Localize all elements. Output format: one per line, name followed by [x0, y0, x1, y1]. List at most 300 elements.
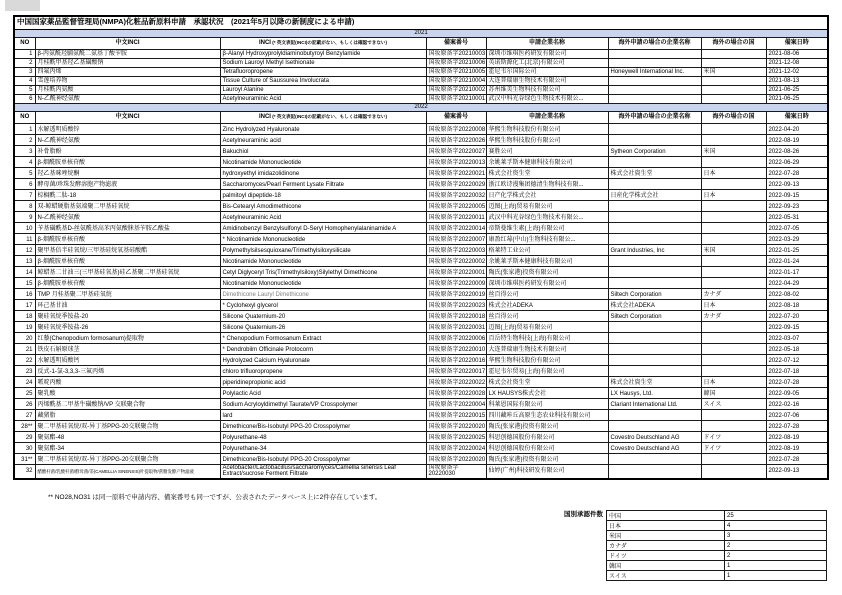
cell-applicant: 陶氏(张家港)投资有限公司 — [486, 453, 608, 464]
cell-overseas-company: 株式会社資生堂 — [608, 376, 701, 387]
cell-applicant: 陶氏(张家港)投资有限公司 — [486, 266, 608, 277]
spreadsheet — [13, 15, 827, 581]
cell-reg-number: 国妆原备字20220021 — [426, 167, 486, 178]
table-row — [14, 409, 828, 420]
table-row — [14, 189, 828, 200]
cell-inci: Acetylneuraminic Acid — [220, 211, 426, 222]
table-row — [14, 442, 828, 453]
cell-country: ドイツ — [701, 431, 766, 442]
cell-country — [701, 85, 766, 94]
table-row — [14, 299, 828, 310]
cell-overseas-company — [608, 211, 701, 222]
cell-cn-inci: β-烟酰胺单核苷酸 — [35, 233, 220, 244]
cell-cn-inci: 四氟丙烯 — [35, 67, 220, 76]
table-row — [14, 420, 828, 431]
cell-applicant: 科思创德国股份有限公司 — [486, 442, 608, 453]
cell-country — [701, 409, 766, 420]
cell-date: 2022-01-24 — [766, 255, 828, 266]
cell-overseas-company — [608, 277, 701, 288]
table-row — [14, 332, 828, 343]
summary-count: 4 — [725, 521, 827, 531]
cell-date: 2022-05-18 — [766, 343, 828, 354]
cell-reg-number: 国妆原备字20220011 — [426, 211, 486, 222]
cell-country — [701, 343, 766, 354]
table-row — [14, 321, 828, 332]
column-header-date: 備案日時 — [766, 37, 828, 49]
table-row — [14, 277, 828, 288]
cell-overseas-company — [608, 94, 701, 103]
cell-inci: piperidinepropionic acid — [220, 376, 426, 387]
cell-applicant: 株式会社资生堂 — [486, 167, 608, 178]
cell-inci: Dimethicone Lauryl Dimethicone — [220, 288, 426, 299]
table-row — [14, 200, 828, 211]
column-header-inci: INCI (* 英文表記(INCI)の記載がない、もしくは確認できない) — [220, 111, 426, 123]
cell-overseas-company — [608, 365, 701, 376]
cell-applicant: 赛胜公司 — [486, 145, 608, 156]
cell-cn-inci: 月桂酰甲基羟乙基磺酸钠 — [35, 58, 220, 67]
cell-country — [701, 420, 766, 431]
cell-overseas-company: Honeywell International Inc. — [608, 67, 701, 76]
cell-reg-number: 国妆原备字20220018 — [426, 310, 486, 321]
cell-date: 2022-09-15 — [766, 189, 828, 200]
cell-no: 9 — [14, 211, 35, 222]
cell-inci: Nicotinamide Mononucleotide — [220, 156, 426, 167]
cell-inci: β-Alanyl Hydroxyprolyldiaminobutyroyl Benzylamide — [220, 49, 426, 58]
cell-no: 31** — [14, 453, 35, 464]
cell-inci: Polylactic Acid — [220, 387, 426, 398]
cell-inci: Sodium Acryloyldimethyl Taurate/VP Crosspolymer — [220, 398, 426, 409]
cell-reg-number: 国妆原备字20220020 — [426, 453, 486, 464]
cell-reg-number: 国妆原备字20220006 — [426, 332, 486, 343]
cell-no: 23 — [14, 365, 35, 376]
cell-no: 29 — [14, 431, 35, 442]
cell-cn-inci: TMP 月桂基聚二甲基硅氧烷 — [35, 288, 220, 299]
cell-applicant: 华熙生物科技股份有限公司 — [486, 134, 608, 145]
cell-applicant: 丝百得公司 — [486, 310, 608, 321]
cell-no: 24 — [14, 376, 35, 387]
background-artifact — [5, 0, 40, 11]
cell-inci: Tetrafluoropropene — [220, 67, 426, 76]
summary-count: 1 — [725, 561, 827, 571]
cell-no: 32 — [14, 464, 35, 479]
cell-country: 日本 — [701, 299, 766, 310]
cell-no: 14 — [14, 266, 35, 277]
cell-date: 2021-06-25 — [766, 94, 828, 103]
cell-overseas-company — [608, 266, 701, 277]
cell-date: 2021-06-25 — [766, 85, 828, 94]
cell-cn-inci: 聚二甲基硅氧烷/双-异丁基PPG-20交联聚合物 — [35, 453, 220, 464]
cell-no: 27 — [14, 409, 35, 420]
cell-reg-number: 国妆原备字20220028 — [426, 387, 486, 398]
cell-inci: * Chenopodium Formosanum Extract — [220, 332, 426, 343]
cell-date: 2021-08-13 — [766, 76, 828, 85]
cell-applicant: 霍尼韦尔国际公司 — [486, 67, 608, 76]
column-header-reg-number: 備案番号 — [426, 37, 486, 49]
cell-country — [701, 277, 766, 288]
cell-date: 2022-07-12 — [766, 354, 828, 365]
cell-country — [701, 266, 766, 277]
cell-no: 1 — [14, 123, 35, 134]
cell-overseas-company: Clariant International Ltd. — [608, 398, 701, 409]
cell-cn-inci: N-乙酰神经氨酸 — [35, 211, 220, 222]
cell-reg-number: 国妆原备字20220014 — [426, 222, 486, 233]
cell-overseas-company: Sytheon Corporation — [608, 145, 701, 156]
table-row — [14, 67, 828, 76]
cell-applicant: 丝百得公司 — [486, 288, 608, 299]
cell-date: 2022-06-29 — [766, 156, 828, 167]
cell-country — [701, 321, 766, 332]
column-header-country: 海外の場合の国 — [701, 37, 766, 49]
header-row — [14, 111, 828, 123]
cell-country: 米国 — [701, 145, 766, 156]
cell-overseas-company — [608, 321, 701, 332]
cell-inci: Amidinobenzyl Benzylsulfonyl D-Seryl Homophenylalaninamide A — [220, 222, 426, 233]
cell-no: 10 — [14, 222, 35, 233]
cell-overseas-company — [608, 85, 701, 94]
cell-cn-inci: 棕榈酰二肽-18 — [35, 189, 220, 200]
table-row — [14, 85, 828, 94]
table-row — [14, 94, 828, 103]
table-row — [14, 244, 828, 255]
summary-country: カナダ — [607, 541, 725, 551]
table-row — [14, 387, 828, 398]
cell-applicant: 四川藏咔丘高原生态农业科技有限公司 — [486, 409, 608, 420]
cell-reg-number: 国妆原备字20220023 — [426, 299, 486, 310]
column-header-inci: INCI (* 英文表記(INCI)の記載がない、もしくは確認できない) — [220, 37, 426, 49]
cell-overseas-company — [608, 464, 701, 479]
cell-country — [701, 453, 766, 464]
cell-country — [701, 222, 766, 233]
table-row — [14, 134, 828, 145]
cell-cn-inci: 聚氨酯-48 — [35, 431, 220, 442]
cell-cn-inci: 醋酸杆菌/乳酸杆菌/酵母菌/茶(CAMELLIA SINENSIS)叶提取物/蔗糖发酵产物滤液 — [35, 464, 220, 479]
cell-overseas-company — [608, 409, 701, 420]
cell-reg-number: 国妆原备字20220030 — [426, 464, 486, 479]
cell-cn-inci: 双-鲸蜡硬脂基氨端聚二甲基硅氧烷 — [35, 200, 220, 211]
table-row — [14, 464, 828, 479]
cell-date: 2022-01-17 — [766, 266, 828, 277]
cell-country: スイス — [701, 398, 766, 409]
cell-country — [701, 58, 766, 67]
summary-country: 米国 — [607, 531, 725, 541]
cell-reg-number: 国妆原备字20220009 — [426, 277, 486, 288]
year-band — [14, 29, 828, 37]
cell-reg-number: 国妆原备字20220008 — [426, 123, 486, 134]
cell-country: カナダ — [701, 310, 766, 321]
cell-overseas-company — [608, 343, 701, 354]
cell-cn-inci: 聚硅氧烷季铵盐-26 — [35, 321, 220, 332]
table-row — [14, 222, 828, 233]
cell-inci: Dimethicone/Bis-Isobutyl PPG-20 Crosspolymer — [220, 453, 426, 464]
cell-reg-number: 国妆原备字20220026 — [426, 134, 486, 145]
cell-no: 2 — [14, 58, 35, 67]
summary-row — [607, 521, 827, 531]
cell-date: 2022-09-15 — [766, 321, 828, 332]
table-row — [14, 354, 828, 365]
cell-inci: * Nicotinamide Mononucleotide — [220, 233, 426, 244]
cell-cn-inci: 雪莲培养物 — [35, 76, 220, 85]
cell-no: 18 — [14, 310, 35, 321]
summary-country: スイス — [607, 571, 725, 581]
cell-date: 2022-03-29 — [766, 233, 828, 244]
cell-inci: Silicone Quaternium-20 — [220, 310, 426, 321]
cell-applicant: 余姚莱孚斯本健康科技有限公司 — [486, 156, 608, 167]
cell-applicant: 大连普瑞康生物技术有限公司 — [486, 343, 608, 354]
cell-applicant: 深圳市维琪医药研发有限公司 — [486, 49, 608, 58]
cell-no: 5 — [14, 167, 35, 178]
country-summary — [13, 510, 827, 581]
table-row — [14, 255, 828, 266]
cell-reg-number: 国妆原备字20220022 — [426, 376, 486, 387]
table-row — [14, 145, 828, 156]
cell-overseas-company: Covestro Deutschland AG — [608, 442, 701, 453]
cell-applicant: 康盈红莓(中山)生物科技有限公... — [486, 233, 608, 244]
cell-reg-number: 国妆原备字20220027 — [426, 145, 486, 156]
cell-no: 22 — [14, 354, 35, 365]
cell-reg-number: 国妆原备字20220025 — [426, 431, 486, 442]
cell-cn-inci: N-乙酰神经氨酸 — [35, 94, 220, 103]
cell-cn-inci: 羟乙基咪唑烷酮 — [35, 167, 220, 178]
cell-inci: Lauroyl Alanine — [220, 85, 426, 94]
cell-country — [701, 233, 766, 244]
cell-cn-inci: 哌啶丙酸 — [35, 376, 220, 387]
cell-overseas-company — [608, 453, 701, 464]
table-row — [14, 453, 828, 464]
column-header-no: NO — [14, 37, 35, 49]
cell-country — [701, 365, 766, 376]
summary-count: 3 — [725, 531, 827, 541]
cell-date: 2022-01-25 — [766, 244, 828, 255]
cell-applicant: 武汉中科光谷绿色生物技术有限公... — [486, 94, 608, 103]
column-header-country: 海外の場合の国 — [701, 111, 766, 123]
cell-inci: Nicotinamide Mononucleotide — [220, 255, 426, 266]
cell-overseas-company — [608, 354, 701, 365]
cell-overseas-company: 株式会社資生堂 — [608, 167, 701, 178]
cell-cn-inci: 丙烯酰基二甲基牛磺酸钠/VP 交联聚合物 — [35, 398, 220, 409]
cell-overseas-company — [608, 233, 701, 244]
table-row — [14, 211, 828, 222]
cell-inci: palmitoyl dipeptide-18 — [220, 189, 426, 200]
applications-table — [13, 15, 829, 480]
cell-no: 20 — [14, 332, 35, 343]
cell-cn-inci: 酵母菌/珍珠发酵溶胞产物滤液 — [35, 178, 220, 189]
cell-no: 6 — [14, 178, 35, 189]
column-header-cn-inci: 中文INCI — [35, 111, 220, 123]
cell-applicant: LX HAUSYS株式会社 — [486, 387, 608, 398]
summary-country: 韓国 — [607, 561, 725, 571]
cell-inci: Sodium Lauroyl Methyl Isethionate — [220, 58, 426, 67]
cell-overseas-company — [608, 123, 701, 134]
cell-overseas-company — [608, 332, 701, 343]
summary-row — [607, 531, 827, 541]
summary-label: 国別承認件数 — [564, 511, 603, 519]
cell-overseas-company: 株式会社ADEKA — [608, 299, 701, 310]
cell-cn-inci: β-丙氨酰羟脯氨酰二氨基丁酸苄胺 — [35, 49, 220, 58]
cell-cn-inci: β-烟酰胺单核苷酸 — [35, 156, 220, 167]
cell-inci: Polyurethane-34 — [220, 442, 426, 453]
cell-date: 2021-08-06 — [766, 49, 828, 58]
cell-overseas-company — [608, 420, 701, 431]
cell-date: 2022-07-28 — [766, 420, 828, 431]
cell-cn-inci: 聚二甲基硅氧烷/双-异丁基PPG-20交联聚合物 — [35, 420, 220, 431]
cell-country — [701, 94, 766, 103]
table-row — [14, 167, 828, 178]
table-row — [14, 178, 828, 189]
cell-inci: Polyurethane-48 — [220, 431, 426, 442]
cell-no: 19 — [14, 321, 35, 332]
cell-no: 25 — [14, 387, 35, 398]
cell-inci: Acetobacter/Lactobacillus/saccharomyces/Camellia sinensis Leaf Extract/sucrose Ferment Filtrate — [220, 464, 426, 479]
cell-no: 11 — [14, 233, 35, 244]
cell-reg-number: 国妆原备字20220004 — [426, 398, 486, 409]
cell-date: 2022-08-02 — [766, 288, 828, 299]
cell-cn-inci: 环己基甘油 — [35, 299, 220, 310]
cell-cn-inci: β-烟酰胺单核苷酸 — [35, 255, 220, 266]
cell-overseas-company — [608, 255, 701, 266]
cell-no: 21 — [14, 343, 35, 354]
cell-overseas-company: Siltech Corporation — [608, 310, 701, 321]
cell-country — [701, 332, 766, 343]
summary-table — [606, 510, 827, 581]
cell-country — [701, 178, 766, 189]
cell-date: 2022-02-16 — [766, 398, 828, 409]
cell-overseas-company: Grant Industries, Inc — [608, 244, 701, 255]
cell-country: 米国 — [701, 67, 766, 76]
cell-applicant: 株式会社ADEKA — [486, 299, 608, 310]
cell-applicant: 苏州维美生物科技有限公司 — [486, 85, 608, 94]
cell-date: 2022-04-29 — [766, 277, 828, 288]
year-band — [14, 103, 828, 111]
table-row — [14, 233, 828, 244]
cell-date: 2022-08-18 — [766, 299, 828, 310]
cell-inci: Hydrolyzed Calcium Hyaluronate — [220, 354, 426, 365]
table-row — [14, 49, 828, 58]
cell-no: 7 — [14, 189, 35, 200]
cell-overseas-company: 日産化学株式会社 — [608, 189, 701, 200]
column-header-date: 備案日時 — [766, 111, 828, 123]
cell-no: 17 — [14, 299, 35, 310]
summary-row — [607, 571, 827, 581]
cell-cn-inci: N-乙酰神经氨酸 — [35, 134, 220, 145]
cell-date: 2022-09-13 — [766, 464, 828, 479]
cell-overseas-company — [608, 222, 701, 233]
cell-applicant: 株式会社资生堂 — [486, 376, 608, 387]
cell-cn-inci: 聚甲基倍半硅氧烷/三甲基硅烷氧基硅酸酯 — [35, 244, 220, 255]
footnote: ** NO28,NO31 は同一原料で申請内容、備案番号も同一ですが、公表されたデータベース上に2件存在しています。 — [48, 494, 382, 502]
cell-reg-number: 国妆原备字20210003 — [426, 49, 486, 58]
cell-no: 3 — [14, 145, 35, 156]
cell-reg-number: 国妆原备字20220015 — [426, 409, 486, 420]
cell-country — [701, 156, 766, 167]
column-header-no: NO — [14, 111, 35, 123]
cell-date: 2022-03-07 — [766, 332, 828, 343]
year-label: 2021 — [14, 29, 828, 37]
page-title: 中国国家薬品監督管理局(NMPA)化粧品新原料申請 承認状況 (2021年5月以降の新制度による申請) — [14, 16, 828, 29]
cell-date: 2022-07-20 — [766, 310, 828, 321]
cell-applicant: 余姚莱孚斯本健康科技有限公司 — [486, 255, 608, 266]
cell-date: 2022-09-05 — [766, 387, 828, 398]
table-row — [14, 310, 828, 321]
table-row — [14, 376, 828, 387]
cell-cn-inci: 鲸蜡基二甘油三(三甲基硅氧基)硅乙基聚二甲基硅氧烷 — [35, 266, 220, 277]
cell-applicant: 百岳特生物科技(上海)有限公司 — [486, 332, 608, 343]
cell-inci: Tissue Culture of Saussurea Involucrata — [220, 76, 426, 85]
cell-country — [701, 49, 766, 58]
cell-inci: Cetyl Diglyceryl Tris(Trimethylsiloxy)Silylethyl Dimethicone — [220, 266, 426, 277]
year-label: 2022 — [14, 103, 828, 111]
cell-country: 日本 — [701, 167, 766, 178]
cell-overseas-company — [608, 200, 701, 211]
cell-applicant: 陶氏(张家港)投资有限公司 — [486, 420, 608, 431]
cell-country: ドイツ — [701, 442, 766, 453]
cell-date: 2021-12-02 — [766, 67, 828, 76]
cell-cn-inci: 补骨脂酚 — [35, 145, 220, 156]
cell-country — [701, 255, 766, 266]
cell-applicant: 英诺斯源化工(北京)有限公司 — [486, 58, 608, 67]
summary-row — [607, 511, 827, 521]
cell-reg-number: 国妆原备字20210004 — [426, 76, 486, 85]
cell-overseas-company: Siltech Corporation — [608, 288, 701, 299]
cell-date: 2022-08-26 — [766, 145, 828, 156]
cell-date: 2022-07-28 — [766, 376, 828, 387]
cell-applicant: 霍尼韦尔贸易(上海)有限公司 — [486, 365, 608, 376]
cell-reg-number: 国妆原备字20220013 — [426, 156, 486, 167]
cell-inci: Nicotinamide Mononucleotide — [220, 277, 426, 288]
cell-no: 4 — [14, 76, 35, 85]
cell-no: 8 — [14, 200, 35, 211]
cell-no: 2 — [14, 134, 35, 145]
cell-date: 2022-09-13 — [766, 178, 828, 189]
summary-country: 中国 — [607, 511, 725, 521]
cell-inci: chloro trifluoropropene — [220, 365, 426, 376]
cell-inci: Acetylneuraminic acid — [220, 134, 426, 145]
cell-country: 日本 — [701, 189, 766, 200]
cell-applicant: 华熙生物科技股份有限公司 — [486, 123, 608, 134]
cell-reg-number: 国妆原备字20210005 — [426, 67, 486, 76]
table-row — [14, 365, 828, 376]
summary-country: ドイツ — [607, 551, 725, 561]
table-row — [14, 76, 828, 85]
cell-reg-number: 国妆原备字20220029 — [426, 178, 486, 189]
summary-row — [607, 541, 827, 551]
cell-cn-inci: 红藜(Chenopodium formosanum)提取物 — [35, 332, 220, 343]
cell-inci: Zinc Hydrolyzed Hyaluronate — [220, 123, 426, 134]
cell-applicant: 科莱恩国际有限公司 — [486, 398, 608, 409]
title-row — [14, 16, 828, 29]
column-header-overseas-company: 海外申請の場合の企業名称 — [608, 37, 701, 49]
cell-reg-number: 国妆原备字20220020 — [426, 420, 486, 431]
cell-reg-number: 国妆原备字20220024 — [426, 442, 486, 453]
cell-overseas-company: LX Hausys, Ltd. — [608, 387, 701, 398]
column-header-applicant: 申請企業名称 — [486, 111, 608, 123]
cell-country — [701, 123, 766, 134]
table-row — [14, 288, 828, 299]
cell-date: 2022-07-05 — [766, 222, 828, 233]
cell-reg-number: 国妆原备字20220002 — [426, 255, 486, 266]
cell-reg-number: 国妆原备字20220032 — [426, 189, 486, 200]
cell-country: 日本 — [701, 376, 766, 387]
cell-date: 2022-05-31 — [766, 211, 828, 222]
cell-overseas-company — [608, 156, 701, 167]
cell-inci: Bakuchiol — [220, 145, 426, 156]
cell-date: 2022-07-28 — [766, 453, 828, 464]
cell-cn-inci: 铁皮石斛原球茎 — [35, 343, 220, 354]
table-row — [14, 266, 828, 277]
cell-country: カナダ — [701, 288, 766, 299]
cell-applicant: 浙江欧诗漫集团德清生物科技有限... — [486, 178, 608, 189]
cell-date: 2022-08-19 — [766, 442, 828, 453]
cell-reg-number: 国妆原备字20210001 — [426, 94, 486, 103]
